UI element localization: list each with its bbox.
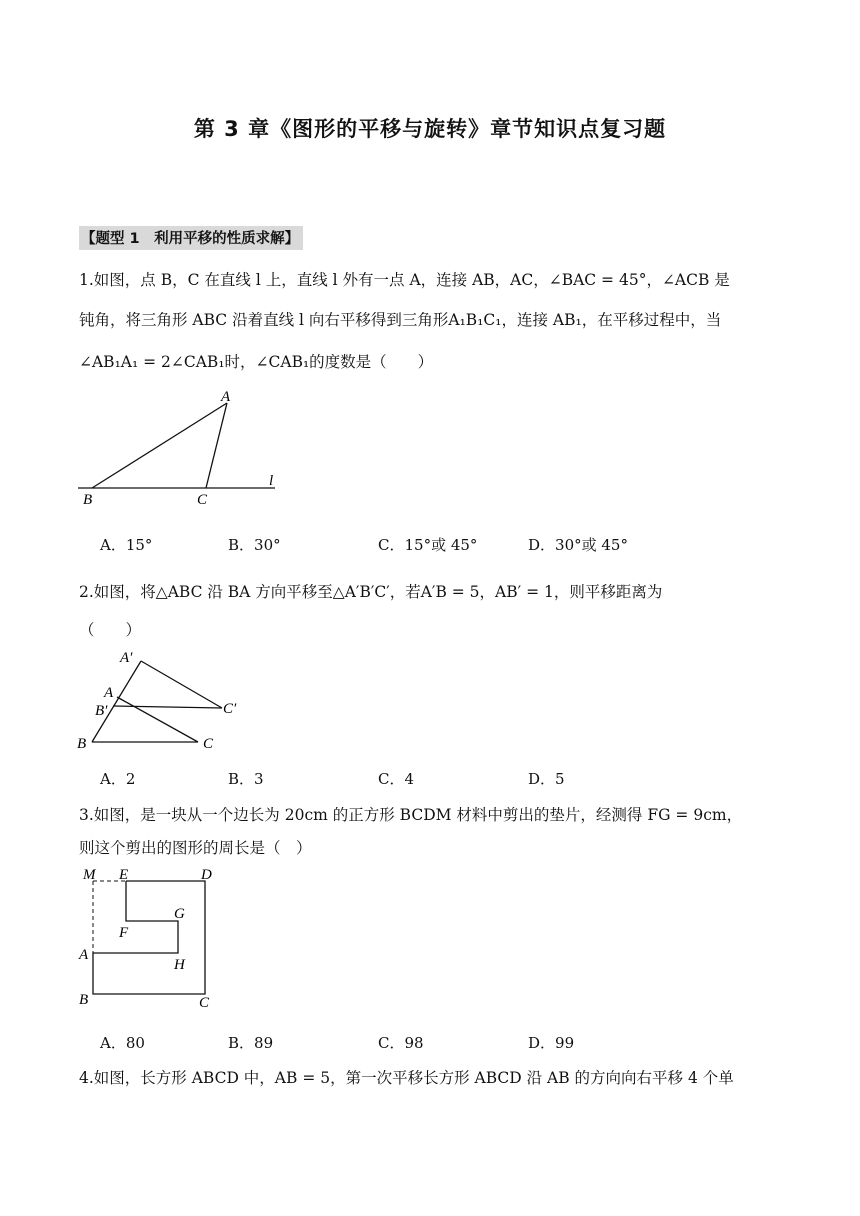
- section-header: 【题型 1 利用平移的性质求解】: [79, 226, 303, 250]
- q1-figure: [70, 384, 290, 510]
- label-A: A: [104, 685, 114, 701]
- label-D: D: [201, 867, 212, 883]
- label-G: G: [174, 906, 185, 922]
- q3-option-b: B．89: [228, 1034, 274, 1052]
- q1-option-b: B．30°: [228, 536, 281, 554]
- label-C: C: [197, 492, 208, 508]
- q1-option-d: D．30°或 45°: [528, 536, 628, 554]
- label-H: H: [174, 957, 185, 973]
- page-title: 第 3 章《图形的平移与旋转》章节知识点复习题: [193, 117, 667, 141]
- q2-figure: [75, 645, 250, 755]
- segment-AC: [117, 697, 198, 742]
- q3-text-line2: 则这个剪出的图形的周长是（ ）: [79, 839, 312, 857]
- label-B: B: [79, 992, 89, 1008]
- q3-figure: [75, 864, 225, 1014]
- segment-B1C1: [113, 706, 222, 708]
- label-B-prime: B′: [95, 703, 108, 719]
- label-B: B: [77, 736, 87, 752]
- q2-option-d: D．5: [528, 770, 565, 788]
- label-A: A: [221, 389, 231, 405]
- q2-text-line2: （ ）: [79, 621, 142, 639]
- segment-A1B: [92, 661, 141, 742]
- label-C: C: [203, 736, 214, 752]
- q1-option-a: A．15°: [100, 536, 153, 554]
- shape-outline: [93, 881, 205, 994]
- q3-option-c: C．98: [378, 1034, 424, 1052]
- q3-option-d: D．99: [528, 1034, 575, 1052]
- label-A-prime: A′: [120, 650, 133, 666]
- label-E: E: [119, 867, 129, 883]
- label-F: F: [119, 925, 129, 941]
- segment-AC: [206, 403, 227, 488]
- q2-option-c: C．4: [378, 770, 415, 788]
- q1-text-line2: 钝角，将三角形 ABC 沿着直线 l 向右平移得到三角形A₁B₁C₁，连接 AB₁，在平移过程中，当: [79, 311, 722, 329]
- q1-text-line3: ∠AB₁A₁ = 2∠CAB₁时，∠CAB₁的度数是（ ）: [79, 353, 434, 371]
- q4-text-line1: 4.如图，长方形 ABCD 中，AB = 5，第一次平移长方形 ABCD 沿 AB 的方向向右平移 4 个单: [79, 1069, 734, 1087]
- q2-option-a: A．2: [100, 770, 136, 788]
- q2-text-line1: 2.如图，将△ABC 沿 BA 方向平移至△A′B′C′，若A′B = 5，AB′ = 1，则平移距离为: [79, 583, 663, 601]
- label-l: l: [269, 473, 274, 489]
- q1-option-c: C．15°或 45°: [378, 536, 478, 554]
- label-M: M: [83, 867, 96, 883]
- q1-text-line1: 1.如图，点 B，C 在直线 l 上，直线 l 外有一点 A，连接 AB，AC，∠BAC = 45°，∠ACB 是: [79, 271, 730, 289]
- segment-AB: [92, 403, 227, 488]
- label-B: B: [83, 492, 93, 508]
- label-A: A: [79, 947, 89, 963]
- label-C-prime: C′: [223, 701, 237, 717]
- segment-A1C1: [141, 661, 222, 708]
- q3-option-a: A．80: [100, 1034, 145, 1052]
- q3-text-line1: 3.如图，是一块从一个边长为 20cm 的正方形 BCDM 材料中剪出的垫片，经测得 FG = 9cm，: [79, 806, 743, 824]
- q2-option-b: B．3: [228, 770, 264, 788]
- label-C: C: [199, 995, 210, 1011]
